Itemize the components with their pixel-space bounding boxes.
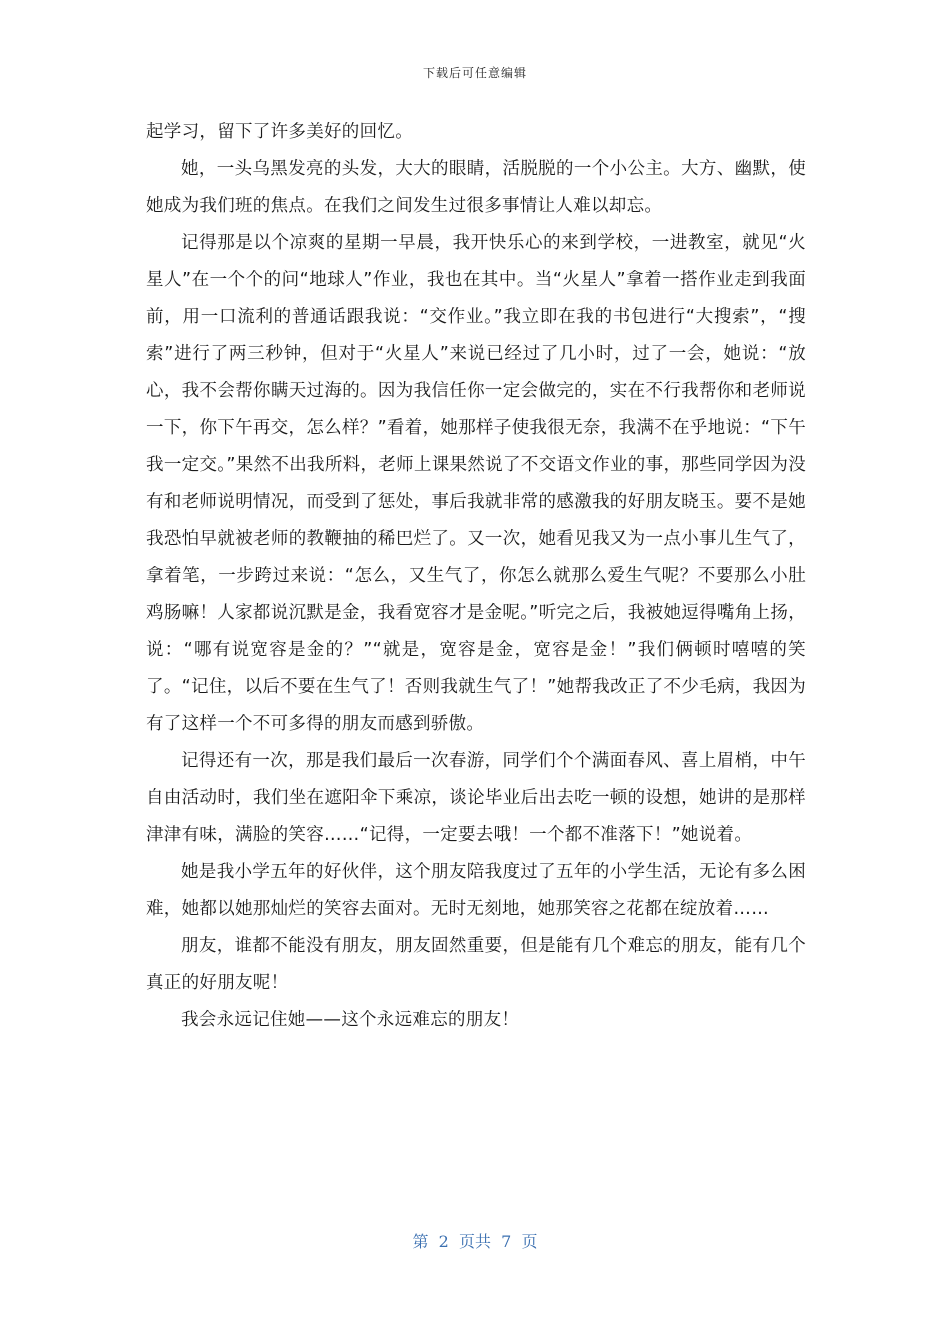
paragraph: 记得那是以个凉爽的星期一早晨，我开快乐心的来到学校，一进教室，就见“火星人”在一个个的问“地球人”作业，我也在其中。当“火星人”拿着一搭作业走到我面前，用一口流利的普通话跟我说：“交作业。”我立即在我的书包进行“大搜索”，“搜索”进行了两三秒钟，但对于“火星人”来说已经过了几小时，过了一会，她说：“放心，我不会帮你瞒天过海的。因为我信任你一定会做完的，实在不行我帮你和老师说一下，你下午再交，怎么样？”看着，她那样子使我很无奈，我满不在乎地说：“下午我一定交。”果然不出我所料，老师上课果然说了不交语文作业的事，那些同学因为没有和老师说明情况，而受到了惩处，事后我就非常的感激我的好朋友晓玉。要不是她我恐怕早就被老师的教鞭抽的稀巴烂了。又一次，她看见我又为一点小事儿生气了，拿着笔，一步跨过来说：“怎么，又生气了，你怎么就那么爱生气呢？不要那么小肚鸡肠嘛！人家都说沉默是金，我看宽容才是金呢。”听完之后，我被她逗得嘴角上扬，说：“哪有说宽容是金的？”“就是，宽容是金，宽容是金！”我们俩顿时嘻嘻的笑了。“记住，以后不要在生气了！否则我就生气了！”她帮我改正了不少毛病，我因为有了这样一个不可多得的朋友而感到骄傲。 bbox=[146, 233, 806, 734]
paragraph: 她是我小学五年的好伙伴，这个朋友陪我度过了五年的小学生活，无论有多么困难，她都以她那灿烂的笑容去面对。无时无刻地，她那笑容之花都在绽放着…… bbox=[146, 862, 806, 919]
page-header: 下载后可任意编辑 bbox=[422, 66, 527, 80]
document-body bbox=[146, 114, 806, 1039]
paragraph: 她，一头乌黑发亮的头发，大大的眼睛，活脱脱的一个小公主。大方、幽默，使她成为我们班的焦点。在我们之间发生过很多事情让人难以却忘。 bbox=[146, 159, 806, 216]
paragraph: 起学习，留下了许多美好的回忆。 bbox=[146, 122, 413, 142]
paragraph: 我会永远记住她——这个永远难忘的朋友！ bbox=[181, 1010, 520, 1030]
paragraph: 朋友，谁都不能没有朋友，朋友固然重要，但是能有几个难忘的朋友，能有几个真正的好朋友呢！ bbox=[146, 936, 806, 993]
paragraph: 记得还有一次，那是我们最后一次春游，同学们个个满面春风、喜上眉梢，中午自由活动时，我们坐在遮阳伞下乘凉，谈论毕业后出去吃一顿的设想，她讲的是那样津津有味，满脸的笑容……“记得，一定要去哦！一个都不准落下！”她说着。 bbox=[146, 751, 806, 845]
page-number-footer: 第 2 页共 7 页 bbox=[412, 1232, 538, 1251]
